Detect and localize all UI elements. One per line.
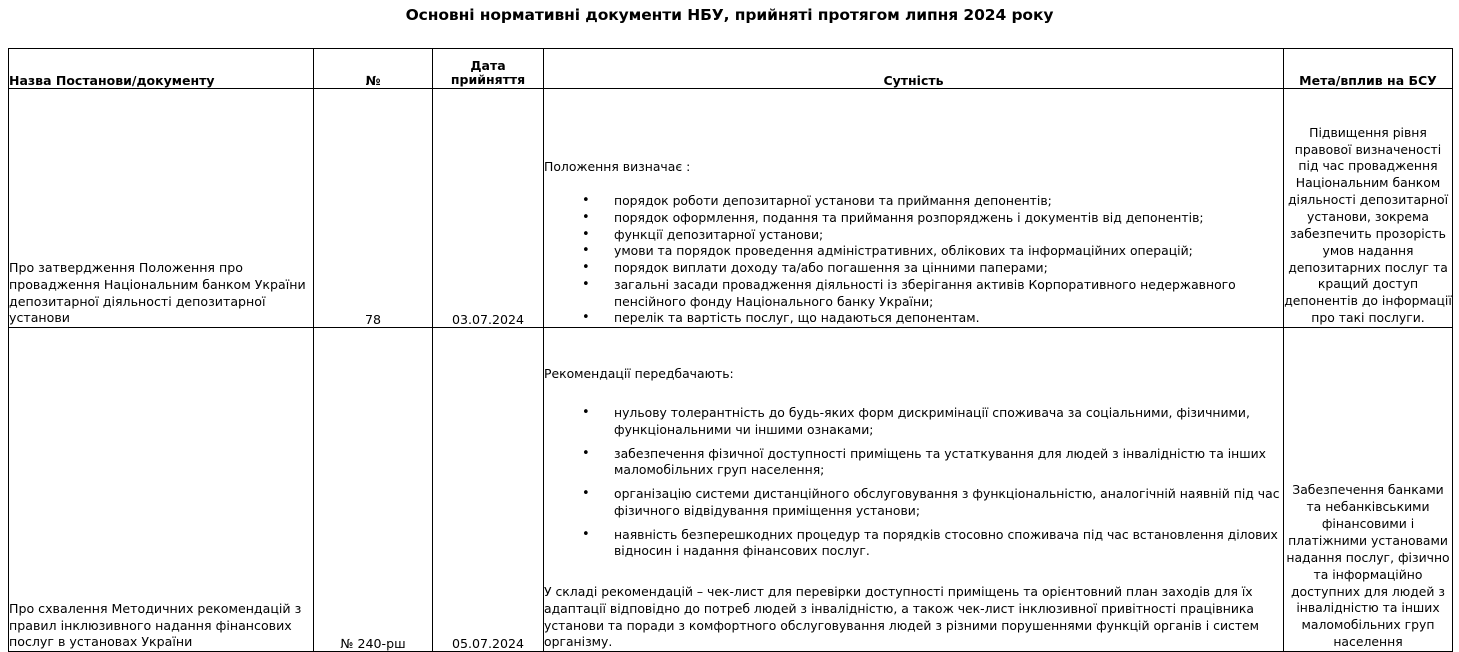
table-header bbox=[9, 49, 1453, 89]
list-item: • наявність безперешкодних процедур та порядків стосовно споживача під час встановлення ділових відносин і надання фінансових послуг. bbox=[544, 527, 1283, 560]
list-item: • порядок оформлення, подання та приймання розпоряджень і документів від депонентів; bbox=[544, 210, 1283, 227]
cell-document-number: № 240-рш bbox=[314, 328, 433, 652]
essence-closing-paragraph: У складі рекомендацій – чек-лист для перевірки доступності приміщень та орієнтовний план заходів для їх адаптації відповідно до потреб людей з інвалідністю, а також чек-лист інклюзивної привітності працівника установи та поради з комфортного обслуговування людей з різними порушеннями функцій органів і систем організму. bbox=[544, 584, 1260, 650]
table-body bbox=[9, 89, 1453, 652]
cell-document-name: Про затвердження Положення про провадження Національним банком України депозитарної діяльності депозитарної установи bbox=[9, 89, 314, 328]
table-row bbox=[9, 328, 1453, 652]
cell-document-name: Про схвалення Методичних рекомендацій з правил інклюзивного надання фінансових послуг в установах України bbox=[9, 328, 314, 652]
list-item: • перелік та вартість послуг, що надаються депонентам. bbox=[544, 310, 1283, 327]
column-header-date bbox=[433, 49, 544, 89]
cell-goal-impact: Підвищення рівня правової визначеності під час провадження Національним банком діяльності депозитарної установи, зокрема забезпечить прозорість умов надання депозитарних послуг та кращий доступ депонентів до інформації про такі послуги. bbox=[1284, 89, 1453, 328]
column-header-name bbox=[9, 49, 314, 89]
essence-bullet-list bbox=[544, 405, 1283, 560]
list-item: • функції депозитарної установи; bbox=[544, 227, 1283, 244]
column-header-goal-label: Мета/вплив на БСУ bbox=[1299, 73, 1437, 88]
column-header-essence-label: Сутність bbox=[883, 73, 944, 88]
list-item: • умови та порядок проведення адміністративних, облікових та інформаційних операцій; bbox=[544, 243, 1283, 260]
column-header-date-line1: Дата bbox=[470, 57, 506, 73]
essence-intro: Рекомендації передбачають: bbox=[544, 366, 734, 382]
list-item: • організацію системи дистанційного обслуговування з функціональністю, аналогічній наявній під час фізичного відвідування приміщення установи; bbox=[544, 486, 1283, 519]
cell-essence bbox=[544, 89, 1284, 328]
column-header-goal bbox=[1284, 49, 1453, 89]
table-row bbox=[9, 89, 1453, 328]
list-item: • порядок роботи депозитарної установи та приймання депонентів; bbox=[544, 193, 1283, 210]
column-header-date-line2: прийняття bbox=[450, 72, 526, 88]
cell-adoption-date: 03.07.2024 bbox=[433, 89, 544, 328]
page-title: Основні нормативні документи НБУ, прийняті протягом липня 2024 року bbox=[405, 6, 1054, 24]
column-header-name-label: Назва Постанови/документу bbox=[9, 73, 215, 88]
list-item: • забезпечення фізичної доступності приміщень та устаткування для людей з інвалідністю та інших маломобільних груп населення; bbox=[544, 446, 1283, 479]
cell-adoption-date: 05.07.2024 bbox=[433, 328, 544, 652]
cell-essence bbox=[544, 328, 1284, 652]
list-item: • нульову толерантність до будь-яких форм дискримінації споживача за соціальними, фізичними, функціональними чи іншими ознаками; bbox=[544, 405, 1283, 438]
column-header-number bbox=[314, 49, 433, 89]
cell-goal-impact: Забезпечення банками та небанківськими фінансовими і платіжними установами надання послуг, фізично та інформаційно доступних для людей з інвалідністю та інших маломобільних груп населення bbox=[1284, 328, 1453, 652]
regulations-table bbox=[8, 48, 1453, 652]
list-item: • порядок виплати доходу та/або погашення за цінними паперами; bbox=[544, 260, 1283, 277]
column-header-essence bbox=[544, 49, 1284, 89]
table-header-row bbox=[9, 49, 1453, 89]
essence-bullet-list bbox=[544, 193, 1283, 327]
essence-intro: Положення визначає : bbox=[544, 159, 691, 175]
column-header-number-label: № bbox=[365, 73, 381, 88]
cell-document-number: 78 bbox=[314, 89, 433, 328]
list-item: • загальні засади провадження діяльності із зберігання активів Корпоративного недержавного пенсійного фонду Національного банку України; bbox=[544, 277, 1283, 310]
